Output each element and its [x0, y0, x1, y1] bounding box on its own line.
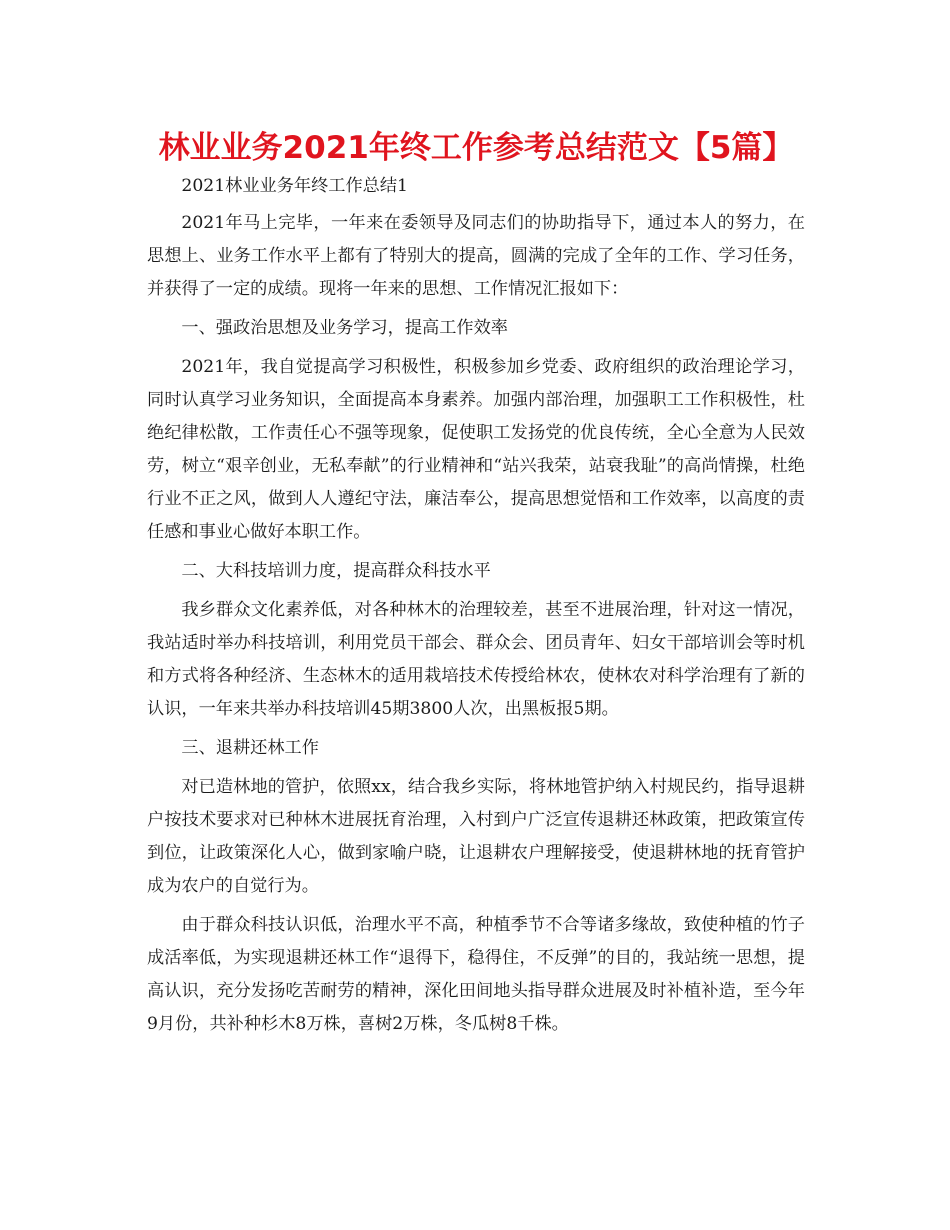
section-heading: 二、大科技培训力度，提高群众科技水平: [181, 561, 491, 581]
document-title: 林业业务2021年终工作参考总结范文【5篇】: [158, 130, 794, 166]
body-paragraph: 由于群众科技认识低，治理水平不高，种植季节不合等诸多缘故，致使种植的竹子成活率低，为实现退耕还林工作“退得下，稳得住，不反弹”的目的，我站统一思想，提高认识，充分发扬吃苦耐劳的精神，深化田间地头指导群众进展及时补植补造，至今年9月份，共补种杉木8万株，喜树2万株，冬瓜树8千株。: [147, 915, 805, 1034]
section-heading: 三、退耕还林工作: [181, 738, 319, 758]
body-paragraph: 我乡群众文化素养低，对各种林木的治理较差，甚至不进展治理，针对这一情况，我站适时举办科技培训，利用党员干部会、群众会、团员青年、妇女干部培训会等时机和方式将各种经济、生态林木的适用栽培技术传授给林农，使林农对科学治理有了新的认识，一年来共举办科技培训45期3800人次，出黑板报5期。: [147, 600, 805, 719]
body-paragraph: 2021年马上完毕，一年来在委领导及同志们的协助指导下，通过本人的努力，在思想上、业务工作水平上都有了特别大的提高，圆满的完成了全年的工作、学习任务，并获得了一定的成绩。现将一年来的思想、工作情况汇报如下：: [147, 213, 805, 299]
body-paragraph: 对已造林地的管护，依照xx，结合我乡实际，将林地管护纳入村规民约，指导退耕户按技术要求对已种林木进展抚育治理，入村到户广泛宣传退耕还林政策，把政策宣传到位，让政策深化人心，做到家喻户晓，让退耕农户理解接受，使退耕林地的抚育管护成为农户的自觉行为。: [147, 777, 805, 896]
section-subtitle: 2021林业业务年终工作总结1: [181, 176, 408, 196]
body-paragraph: 2021年，我自觉提高学习积极性，积极参加乡党委、政府组织的政治理论学习，同时认真学习业务知识，全面提高本身素养。加强内部治理，加强职工工作积极性，杜绝纪律松散，工作责任心不强等现象，促使职工发扬党的优良传统，全心全意为人民效劳，树立“艰辛创业，无私奉献”的行业精神和“站兴我荣，站衰我耻”的高尚情操，杜绝行业不正之风，做到人人遵纪守法，廉洁奉公，提高思想觉悟和工作效率，以高度的责任感和事业心做好本职工作。: [147, 357, 805, 542]
document-page: [147, 128, 805, 1047]
section-heading: 一、强政治思想及业务学习，提高工作效率: [181, 318, 508, 338]
document-body: [147, 170, 805, 1041]
